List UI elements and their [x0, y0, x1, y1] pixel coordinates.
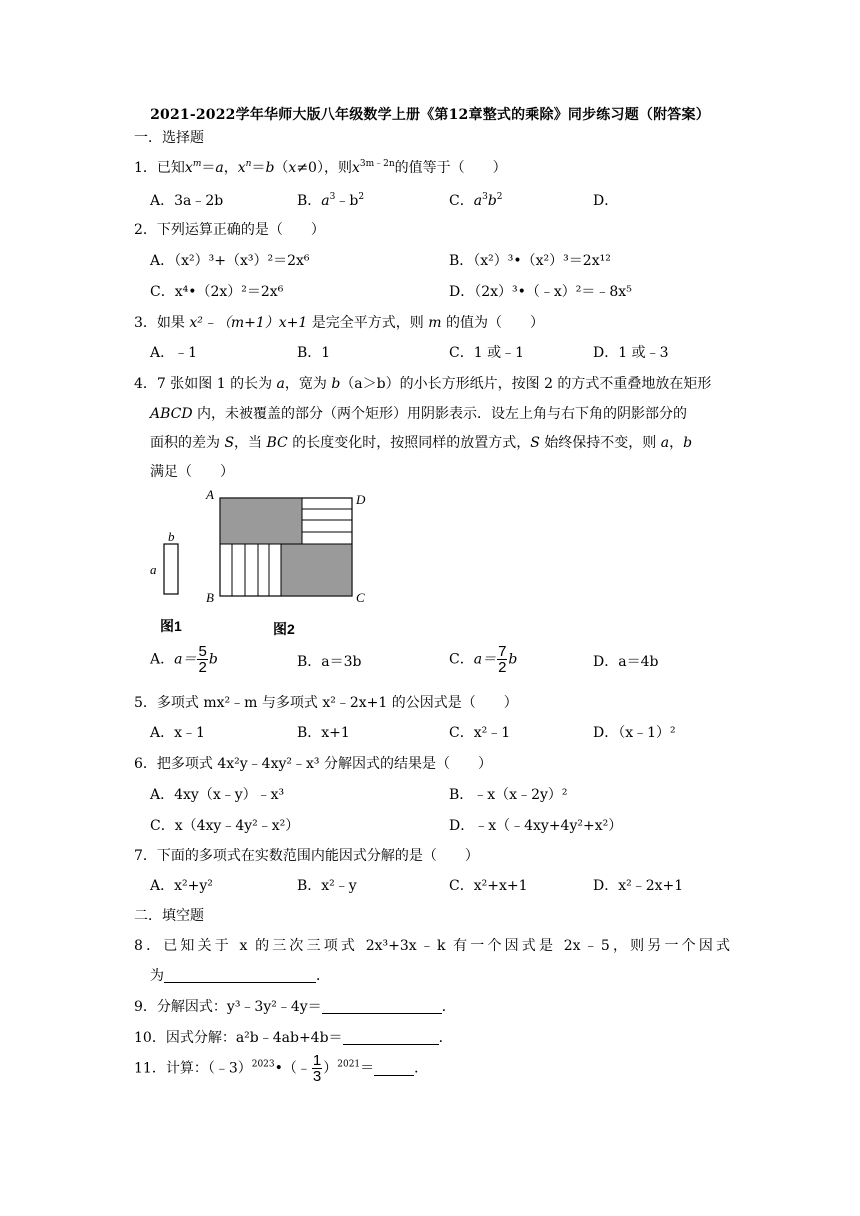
question-4-line-4: 满足（ ）: [150, 464, 234, 480]
question-6-option-d: D．﹣x（﹣4xy+4y²+x²）: [449, 818, 623, 834]
vertex-label-a: A: [206, 487, 214, 502]
question-5-option-c: C．x²﹣1: [449, 725, 511, 741]
question-3-option-d: D．1 或﹣3: [593, 345, 669, 361]
section-heading-choice: 一．选择题: [134, 130, 204, 146]
question-8-line-2: 为 ．: [150, 968, 330, 984]
question-6-option-b: B．﹣x（x﹣2y）²: [449, 787, 568, 803]
question-2-stem: 2．下列运算正确的是（ ）: [134, 222, 325, 238]
answer-blank[interactable]: [164, 968, 316, 983]
question-3-stem: 3．如果 x²﹣（m+1）x+1 是完全平方式，则 m 的值为（ ）: [134, 315, 544, 331]
question-2-option-a: A．（x²）³+（x³）²＝2x⁶: [150, 253, 310, 269]
question-3-option-c: C．1 或﹣1: [449, 345, 524, 361]
question-1-stem: 1．已知$x^m=a$，$x^n=b(x\ne 0)$，则$x^{3m﹣2n}$的值等于（ ）: [134, 159, 507, 176]
answer-blank[interactable]: [322, 999, 442, 1014]
question-7-option-a: A．x²+y²: [150, 878, 213, 894]
question-7-option-b: B．x²﹣y: [297, 878, 357, 894]
question-5-stem: 5．多项式 mx²﹣m 与多项式 x²﹣2x+1 的公因式是（ ）: [134, 695, 518, 711]
question-2-option-c: C．x⁴•（2x）²＝2x⁶: [150, 284, 284, 300]
figure-2-caption: 图2: [273, 621, 295, 637]
question-4-line-2: ABCD 内，未被覆盖的部分（两个矩形）用阴影表示．设左上角与右下角的阴影部分的: [150, 406, 688, 422]
question-1-option-d: D．: [593, 193, 619, 209]
question-4-line-1: 4．7 张如图 1 的长为 a，宽为 b（a＞b）的小长方形纸片，按图 2 的方式不重叠地放在矩形: [134, 376, 712, 392]
document-title: 2021-2022学年华师大版八年级数学上册《第12章整式的乘除》同步练习题（附答案）: [150, 107, 710, 123]
figure-1-label-a: a: [150, 562, 157, 577]
figure-1-rectangle: [164, 544, 178, 594]
question-2-option-b: B．（x²）³•（x²）³＝2x¹²: [449, 253, 611, 269]
shaded-bottom-right: [281, 544, 352, 596]
question-3-option-b: B．1: [297, 345, 331, 361]
fraction-1-3: $\frac{1}{3}$: [312, 1052, 322, 1085]
question-5-option-d: D．（x﹣1）²: [593, 725, 676, 741]
fraction-5-2: $\frac{5}{2}$: [198, 643, 207, 676]
question-5-option-a: A．x﹣1: [150, 725, 205, 741]
question-4-option-a: A．a＝ $\frac{5}{2}$ b: [150, 643, 218, 676]
question-4-line-3: 面积的差为 S，当 BC 的长度变化时，按照同样的放置方式，S 始终保持不变，则 a，b: [150, 435, 693, 451]
question-4-figure: [150, 486, 390, 636]
question-11: 11．计算：（﹣3）$^{2023}$•（﹣ $\frac{1}{3}$ ）$^{2021}$＝ ．: [134, 1052, 429, 1085]
answer-blank[interactable]: [343, 1030, 439, 1045]
vertex-label-d: D: [356, 492, 366, 507]
question-7-option-c: C．x²+x+1: [449, 878, 528, 894]
question-4-option-c: C．a＝ $\frac{7}{2}$ b: [449, 643, 518, 676]
vertex-label-c: C: [356, 590, 365, 605]
answer-blank[interactable]: [374, 1061, 414, 1076]
question-3-option-a: A．﹣1: [150, 345, 198, 361]
question-6-stem: 6．把多项式 4x²y﹣4xy²﹣x³ 分解因式的结果是（ ）: [134, 756, 492, 772]
question-7-stem: 7．下面的多项式在实数范围内能因式分解的是（ ）: [134, 848, 479, 864]
question-10: 10．因式分解：a²b﹣4ab+4b＝ ．: [134, 1030, 453, 1046]
shaded-top-left: [220, 498, 302, 544]
question-2-option-d: D．（2x）³•（﹣x）²＝﹣8x⁵: [449, 284, 632, 300]
figure-1-caption: 图1: [160, 618, 182, 634]
question-4-option-b: B．a＝3b: [297, 654, 362, 670]
question-9: 9．分解因式：y³﹣3y²﹣4y＝ ．: [134, 999, 456, 1015]
question-1-option-c: C．$a^3b^2$: [449, 192, 503, 209]
question-6-option-a: A．4xy（x﹣y）﹣x³: [150, 787, 285, 803]
section-heading-fill: 二．填空题: [134, 908, 204, 924]
question-4-option-d: D．a＝4b: [593, 654, 659, 670]
question-8-line-1: 8．已知关于 x 的三次三项式 2x³+3x﹣k 有一个因式是 2x﹣5，则另一个因式: [134, 938, 730, 954]
rectangle-figures: [150, 486, 390, 636]
question-7-option-d: D．x²﹣2x+1: [593, 878, 684, 894]
question-1-option-a: A．3a﹣2b: [150, 193, 224, 209]
question-5-option-b: B．x+1: [297, 725, 350, 741]
figure-1-label-b: b: [168, 529, 175, 544]
question-6-option-c: C．x（4xy﹣4y²﹣x²）: [150, 818, 300, 834]
vertex-label-b: B: [206, 590, 214, 605]
fraction-7-2: $\frac{7}{2}$: [498, 643, 507, 676]
question-1-option-b: B．$a^3﹣b^2$: [297, 192, 365, 209]
